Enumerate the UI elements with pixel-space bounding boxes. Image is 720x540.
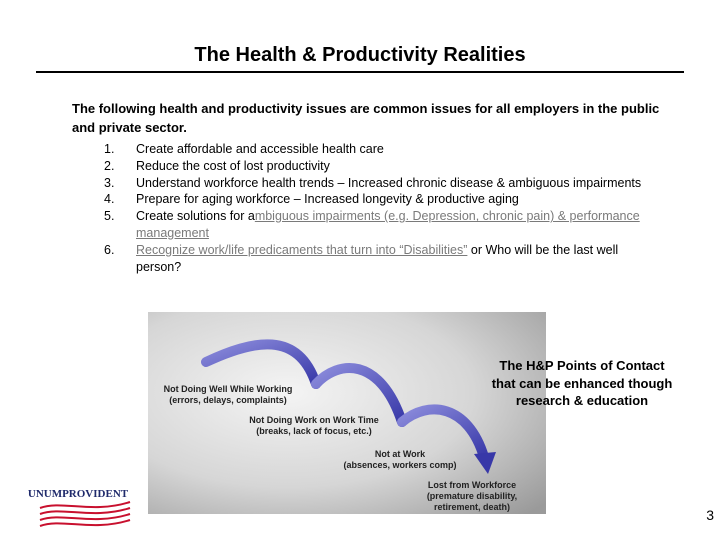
flag-logo-icon [22,484,134,532]
list-item: 3. Understand workforce health trends – Increased chronic disease & ambiguous impairments [104,175,642,190]
productivity-diagram-svg [148,312,546,514]
stage-2-title: Not Doing Work on Work Time [249,415,379,425]
stage-4-detail: (premature disability, [426,491,518,501]
stage-4-detail-2: retirement, death) [433,502,511,512]
intro-text: The following health and productivity issues are common issues for all employers in the public and private sector. [72,101,660,135]
stage-1-title: Not Doing Well While Working [163,384,293,394]
issue-5-link[interactable]: mbiguous impairments (e.g. Depression, chronic pain) & performance management [136,209,640,240]
title-underline [36,71,684,73]
list-item: 6. Recognize work/life predicaments that turn into “Disabilities” or Who will be the last well person? [104,242,619,274]
stage-4-title: Lost from Workforce [427,480,517,490]
productivity-diagram [148,312,546,514]
list-item: 4. Prepare for aging workforce – Increased longevity & productive aging [104,192,519,207]
stage-3-title: Not at Work [374,449,426,459]
issue-6-link[interactable]: Recognize work/life predicaments that turn into “Disabilities” [136,242,468,257]
issues-list [104,141,664,275]
stage-2-detail: (breaks, lack of focus, etc.) [256,426,372,436]
page-number: 3 [706,507,714,523]
page-title: The Health & Productivity Realities [194,44,526,66]
list-item: 5. Create solutions for ambiguous impairments (e.g. Depression, chronic pain) & performance management [104,209,640,240]
list-item: 1. Create affordable and accessible health care [104,142,384,156]
callout-text: The H&P Points of Contact that can be enhanced though research & education [491,358,673,408]
stage-1-detail: (errors, delays, complaints) [169,395,287,405]
logo-text: UNUMPROVIDENT [27,488,129,500]
company-logo [22,484,134,532]
stage-3-detail: (absences, workers comp) [343,460,457,470]
list-item: 2. Reduce the cost of lost productivity [104,158,330,173]
